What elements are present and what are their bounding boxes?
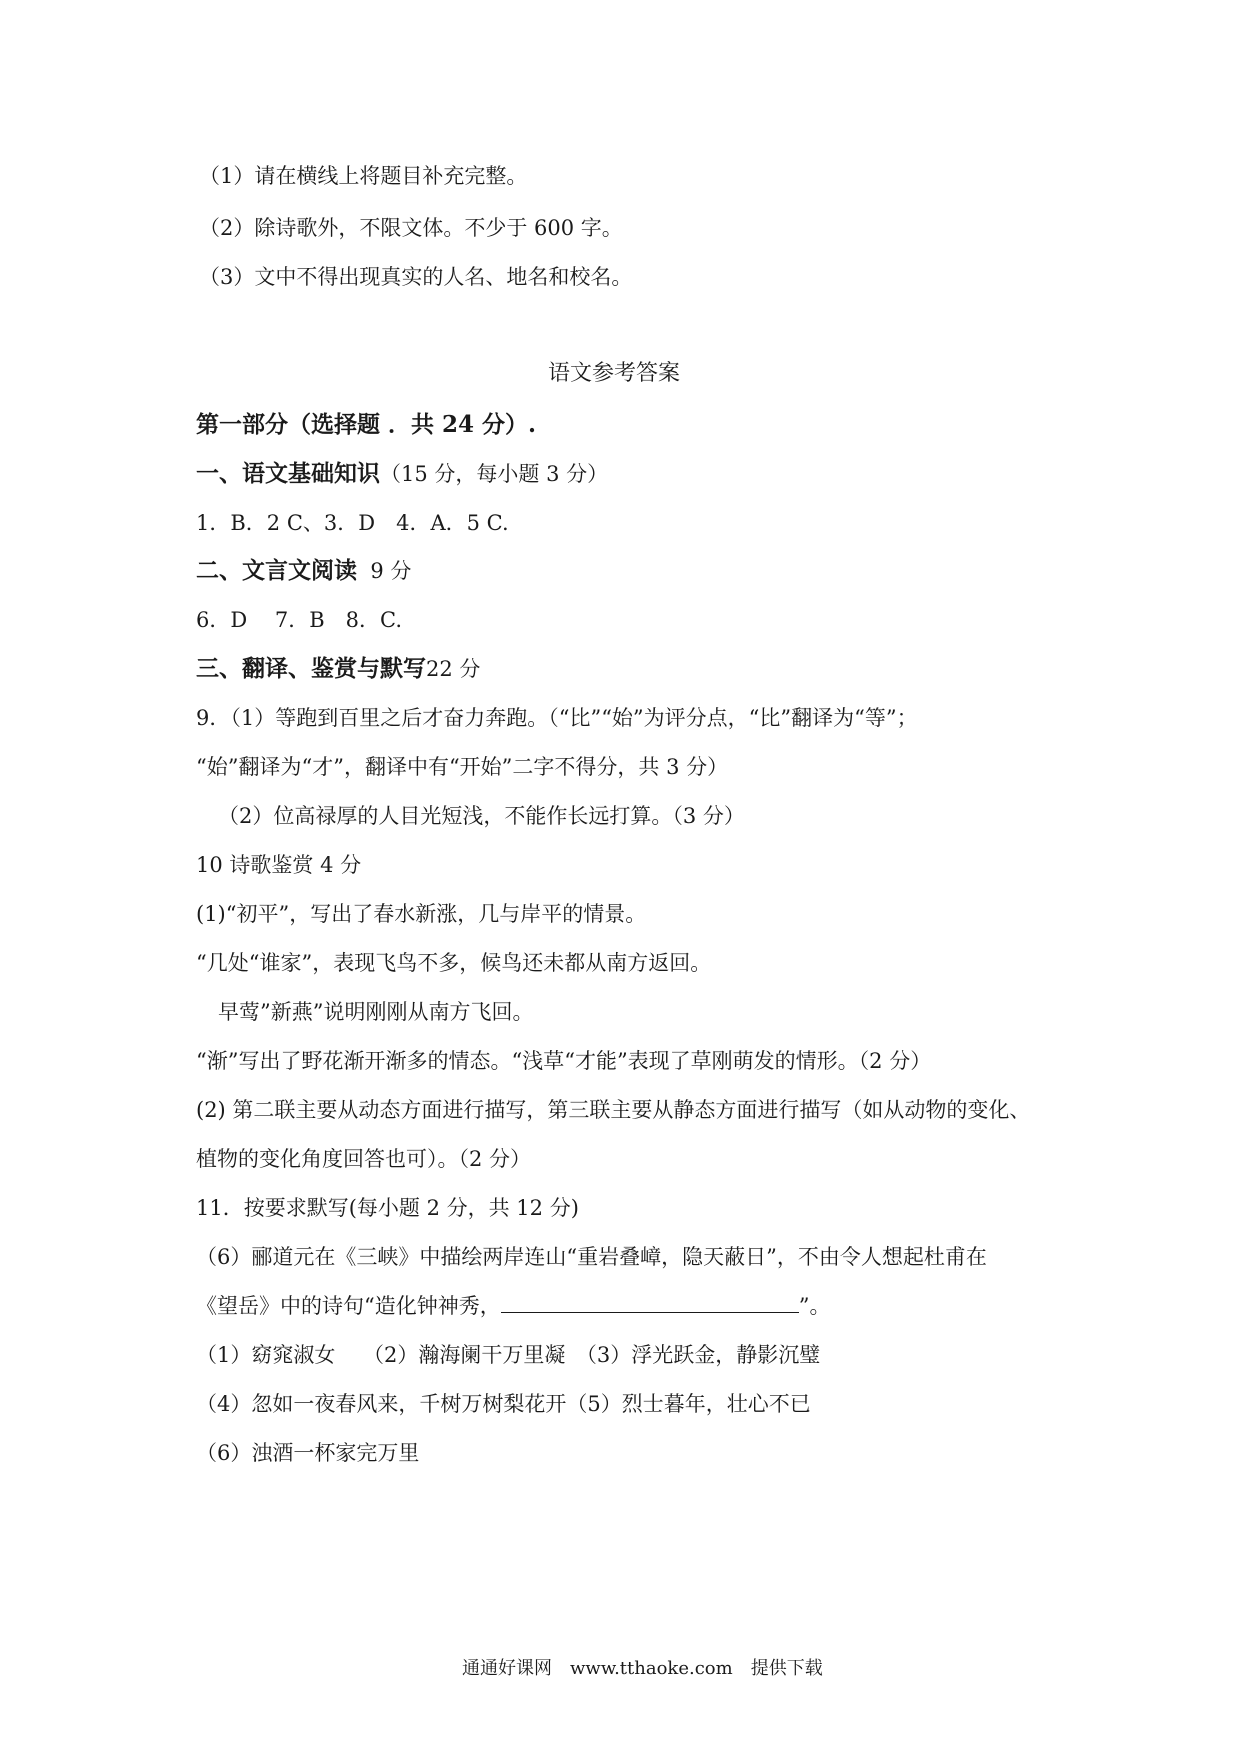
section2-heading-line <box>196 557 411 585</box>
section3-heading-line <box>196 655 480 683</box>
footer-credit: 通通好课网 www.tthaoke.com 提供下载 <box>462 1658 823 1679</box>
q10-line4: “渐”写出了野花渐开渐多的情态。“浅草“才能”表现了草刚萌发的情形。（2 分） <box>196 1049 932 1073</box>
q11-line2-prefix: 《望岳》中的诗句“造化钟神秀， <box>196 1294 501 1318</box>
section3-heading: 三、翻译、鉴赏与默写 <box>196 655 426 682</box>
q11-answers-1: （1）窈窕淑女 （2）瀚海阑干万里凝 （3）浮光跃金，静影沉璧 <box>196 1343 821 1367</box>
q11-answers-2: （4）忽如一夜春风来，千树万树梨花开（5）烈士暮年，壮心不已 <box>196 1392 811 1416</box>
fill-in-blank <box>501 1292 799 1313</box>
section2-answers: 6．D 7．B 8．C. <box>196 608 403 632</box>
q9-line1: 9．（1）等跑到百里之后才奋力奔跑。（“比”“始”为评分点，“比”翻译为“等”； <box>196 706 918 730</box>
section1-heading-line <box>196 460 608 488</box>
q10-line2: “几处“谁家”，表现飞鸟不多，候鸟还未都从南方返回。 <box>196 951 712 975</box>
section3-score: 22 分 <box>426 657 481 681</box>
requirement-2: （2）除诗歌外，不限文体。不少于 600 字。 <box>199 216 623 240</box>
q9-line3: （2）位高禄厚的人目光短浅，不能作长远打算。（3 分） <box>218 804 745 828</box>
q10-line1: (1)“初平”，写出了春水新涨，几与岸平的情景。 <box>196 902 647 926</box>
q10-line3: 早莺”新燕”说明刚刚从南方飞回。 <box>218 1000 534 1024</box>
section1-answers: 1．B．2 C、3．D 4．A．5 C. <box>196 511 509 535</box>
section2-score: 9 分 <box>370 559 412 583</box>
section2-heading: 二、文言文阅读 <box>196 557 357 584</box>
answer-title: 语文参考答案 <box>548 361 681 386</box>
requirement-3: （3）文中不得出现真实的人名、地名和校名。 <box>199 265 633 289</box>
q11-line2-suffix: ”。 <box>798 1294 831 1318</box>
requirement-1: （1）请在横线上将题目补充完整。 <box>199 164 528 188</box>
q11-answers-3: （6）浊酒一杯家完万里 <box>196 1441 420 1465</box>
section1-heading: 一、语文基础知识 <box>196 460 380 487</box>
section1-score: （15 分，每小题 3 分） <box>380 462 609 486</box>
q11-line1: （6）郦道元在《三峡》中描绘两岸连山“重岩叠嶂，隐天蔽日”，不由令人想起杜甫在 <box>196 1245 987 1269</box>
q11-heading: 11．按要求默写(每小题 2 分，共 12 分) <box>196 1196 579 1220</box>
q10-heading: 10 诗歌鉴赏 4 分 <box>196 853 362 877</box>
q11-line2 <box>196 1292 831 1320</box>
q10-line5: (2) 第二联主要从动态方面进行描写，第三联主要从静态方面进行描写（如从动物的变化、 <box>196 1098 1031 1122</box>
q9-line2: “始”翻译为“才”，翻译中有“开始”二字不得分，共 3 分） <box>196 755 729 779</box>
q10-line6: 植物的变化角度回答也可）。（2 分） <box>196 1147 532 1171</box>
part1-heading: 第一部分（选择题 ．共 24 分）. <box>196 411 537 438</box>
